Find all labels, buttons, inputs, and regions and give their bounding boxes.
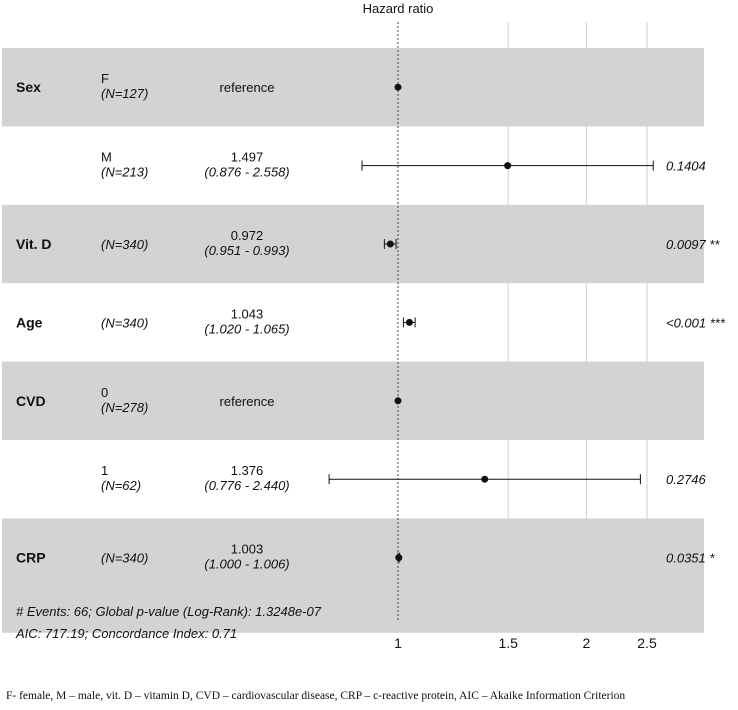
row-p-value: 0.1404 <box>666 158 706 174</box>
footer-note: AIC: 717.19; Concordance Index: 0.71 <box>16 626 238 641</box>
hr-point <box>387 241 394 248</box>
row-estimate-label: 1.043 <box>230 306 264 322</box>
chart-title: Hazard ratio <box>362 1 434 16</box>
hr-point <box>481 476 488 483</box>
footer-note: # Events: 66; Global p-value (Log-Rank): 1.3248e-07 <box>16 604 321 619</box>
hr-point <box>406 319 413 326</box>
row-estimate-label: 1.497 <box>230 149 264 165</box>
hr-point <box>395 554 402 561</box>
row-level-label: F <box>101 71 109 87</box>
row-ci-label: (0.876 - 2.558) <box>204 164 290 180</box>
row-n-label: (N=127) <box>101 86 149 102</box>
row-estimate-label: 1.003 <box>230 541 264 557</box>
row-n-label: (N=340) <box>101 315 149 331</box>
row-variable-label: Sex <box>16 79 41 96</box>
row-p-value: 0.0097 ** <box>666 237 720 252</box>
row-variable-label: Age <box>16 314 43 331</box>
x-tick-label: 2.5 <box>637 635 657 651</box>
row-estimate-label: 1.376 <box>230 463 264 479</box>
row-p-value: 0.2746 <box>666 472 706 488</box>
row-variable-label: CRP <box>16 549 46 566</box>
row-estimate-label: reference <box>219 80 275 96</box>
x-tick-label: 1 <box>394 635 402 651</box>
row-level-label: 0 <box>101 384 109 400</box>
row-ci-label: (0.776 - 2.440) <box>204 478 290 494</box>
row-variable-label: CVD <box>16 392 46 409</box>
row-ci-label: (1.020 - 1.065) <box>204 321 290 337</box>
row-n-label: (N=213) <box>101 164 149 180</box>
row-n-label: (N=340) <box>101 550 149 566</box>
row-level-label: M <box>101 149 112 165</box>
row-n-label: (N=340) <box>101 237 149 252</box>
row-n-label: (N=62) <box>101 478 142 494</box>
row-n-label: (N=278) <box>101 399 149 415</box>
row-ci-label: (1.000 - 1.006) <box>204 556 290 572</box>
row-estimate-label: 0.972 <box>230 228 264 243</box>
x-tick-label: 2 <box>582 635 591 651</box>
figure-caption: F- female, M – male, vit. D – vitamin D, CVD – cardiovascular disease, CRP – c-reactive protein, AIC – Akaike Information Criterion <box>6 690 626 702</box>
row-p-value: <0.001 *** <box>666 315 725 331</box>
hr-point <box>504 162 511 169</box>
row-p-value: 0.0351 * <box>666 550 715 566</box>
row-variable-label: Vit. D <box>16 236 52 252</box>
hr-point <box>395 397 402 404</box>
row-level-label: 1 <box>101 463 109 479</box>
row-ci-label: (0.951 - 0.993) <box>204 243 290 258</box>
x-tick-label: 1.5 <box>498 635 518 651</box>
row-estimate-label: reference <box>219 393 275 409</box>
hr-point <box>395 84 402 91</box>
